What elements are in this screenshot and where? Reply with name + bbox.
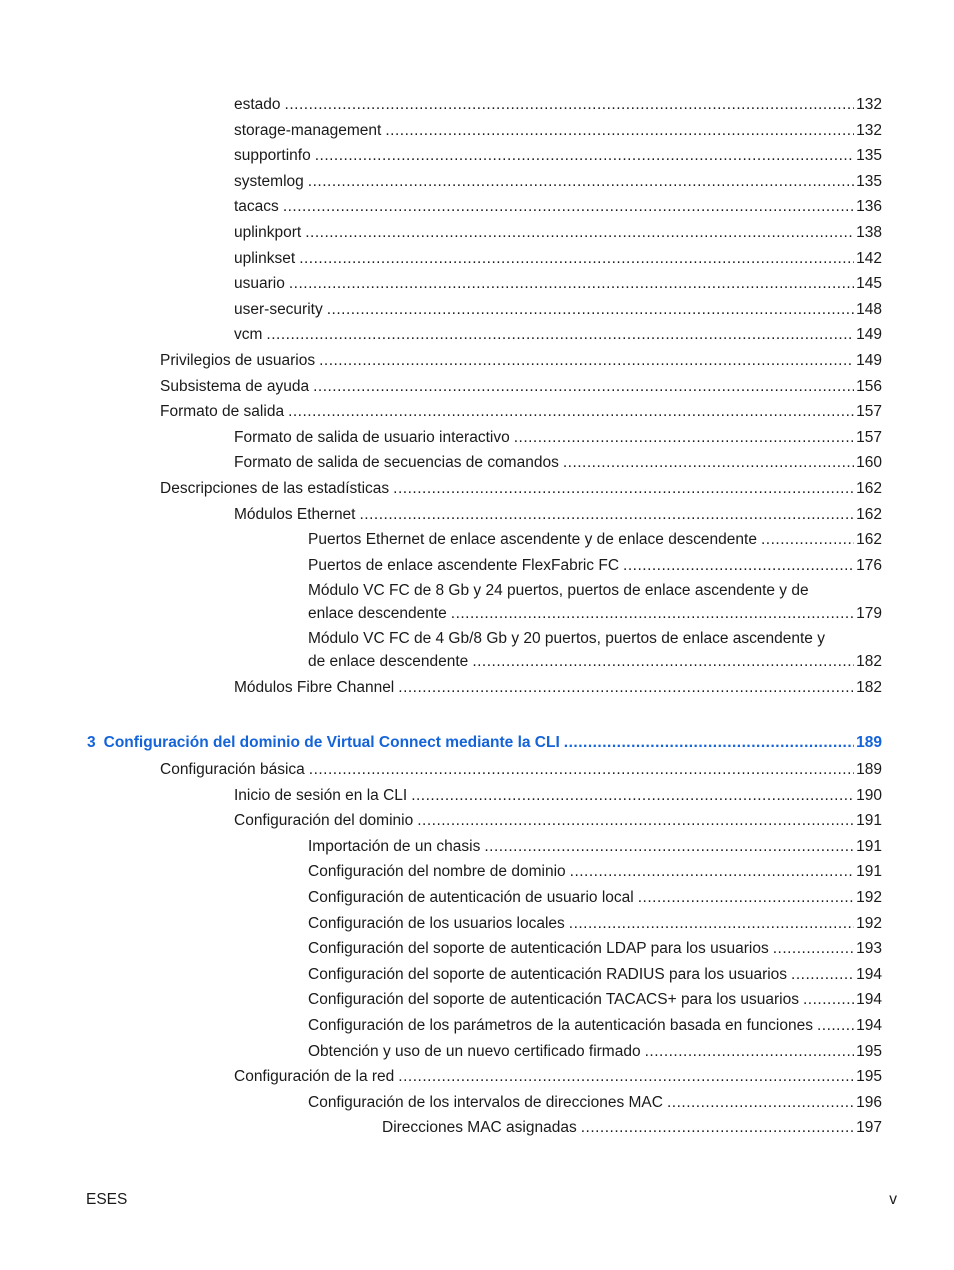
toc-page: 194 (856, 991, 882, 1009)
toc-title: Módulos Fibre Channel (234, 679, 395, 697)
toc-title: Inicio de sesión en la CLI (234, 786, 408, 804)
toc-entry[interactable] (234, 222, 882, 245)
toc-title: Subsistema de ayuda (160, 377, 310, 395)
toc-page: 160 (856, 454, 882, 472)
toc-entry[interactable] (234, 677, 882, 700)
toc-title: Formato de salida (160, 403, 285, 421)
dot-leader (472, 651, 854, 674)
footer-page-number: v (889, 1191, 897, 1208)
toc-title: Descripciones de las estadísticas (160, 480, 390, 497)
toc-page: 182 (856, 679, 882, 697)
toc-title: supportinfo (234, 147, 311, 165)
dot-leader (283, 196, 854, 219)
dot-leader (266, 324, 854, 347)
dot-leader (817, 1015, 854, 1038)
toc-entry[interactable] (160, 401, 882, 424)
toc-entry[interactable] (160, 350, 882, 373)
toc-page: 149 (856, 352, 882, 369)
toc-title: Configuración de la red (234, 1068, 395, 1086)
toc-title: Puertos Ethernet de enlace ascendente y de enlace descendente (308, 531, 757, 549)
toc-page: 191 (856, 812, 882, 830)
toc-page: 157 (856, 403, 882, 421)
toc-page: 197 (856, 1119, 882, 1137)
toc-title: Direcciones MAC asignadas (382, 1119, 577, 1137)
toc-entry[interactable] (234, 1066, 882, 1089)
toc-page: 192 (856, 889, 882, 906)
toc-page: 176 (856, 556, 882, 574)
toc-entry[interactable] (308, 1015, 882, 1038)
toc-entry[interactable] (308, 913, 882, 936)
toc-entry[interactable] (308, 989, 882, 1012)
toc-page: 142 (856, 249, 882, 267)
toc-entry[interactable] (308, 1041, 882, 1064)
toc-page: 189 (856, 734, 882, 751)
toc-title: Formato de salida de usuario interactivo (234, 428, 510, 446)
toc-entry[interactable] (308, 580, 882, 625)
toc-page: 194 (856, 1017, 882, 1034)
toc-title: uplinkport (234, 224, 302, 241)
toc-entry[interactable] (308, 529, 882, 552)
toc-title: Configuración del dominio (234, 812, 414, 830)
toc-page: 135 (856, 172, 882, 190)
toc-entry[interactable] (234, 504, 882, 527)
toc-page: 191 (856, 863, 882, 881)
dot-leader (398, 1066, 854, 1089)
chapter-number: 3 (87, 734, 96, 751)
toc-page: 179 (856, 604, 882, 622)
toc-page: 190 (856, 786, 882, 804)
toc-title: Formato de salida de secuencias de comandos (234, 454, 559, 472)
toc-entry[interactable] (234, 145, 882, 168)
toc-entry[interactable] (234, 273, 882, 296)
toc-entry[interactable] (308, 887, 882, 910)
toc-page: 132 (856, 96, 882, 113)
dot-leader (514, 427, 854, 450)
toc-entry[interactable] (308, 628, 882, 673)
dot-leader (398, 677, 854, 700)
toc-title: Configuración de los parámetros de la autenticación basada en funciones (308, 1017, 813, 1034)
toc-title-line1: Módulo VC FC de 8 Gb y 24 puertos, puertos de enlace ascendente y de (308, 582, 809, 600)
dot-leader (569, 913, 854, 936)
chapter-title: Configuración del dominio de Virtual Connect mediante la CLI (103, 734, 560, 751)
dot-leader (308, 171, 854, 194)
dot-leader (285, 94, 855, 117)
toc-page: 145 (856, 275, 882, 293)
toc-page: 148 (856, 300, 882, 318)
toc-page: 132 (856, 121, 882, 139)
footer-locale-label: ESES (86, 1191, 128, 1208)
toc-title: Importación de un chasis (308, 837, 481, 855)
toc-page: 193 (856, 940, 882, 958)
dot-leader (327, 299, 854, 322)
toc-title: Configuración del nombre de dominio (308, 863, 566, 881)
dot-leader (803, 989, 854, 1012)
toc-title: estado (234, 96, 281, 113)
toc-entry[interactable] (308, 861, 882, 884)
toc-entry[interactable] (308, 964, 882, 987)
toc-entry[interactable] (234, 94, 882, 117)
toc-title: tacacs (234, 198, 279, 216)
toc-page: 162 (856, 531, 882, 549)
toc-entry[interactable] (234, 248, 882, 271)
toc-title: Configuración de los usuarios locales (308, 914, 565, 932)
toc-title: uplinkset (234, 249, 296, 267)
toc-page: 195 (856, 1068, 882, 1086)
toc-page: 156 (856, 377, 882, 395)
toc-page: 136 (856, 198, 882, 216)
toc-title: Configuración de los intervalos de direcciones MAC (308, 1093, 663, 1111)
toc-chapter-entry[interactable] (87, 732, 882, 755)
dot-leader (319, 350, 854, 373)
toc-title: Puertos de enlace ascendente FlexFabric FC (308, 556, 620, 574)
dot-leader (315, 145, 854, 168)
toc-title-line2: enlace descendente (308, 604, 447, 622)
dot-leader (563, 452, 854, 475)
toc-page: 138 (856, 224, 882, 241)
toc-entry[interactable] (234, 427, 882, 450)
dot-leader (411, 785, 854, 808)
dot-leader (393, 478, 854, 501)
toc-entry[interactable] (234, 120, 882, 143)
dot-leader (309, 759, 854, 782)
toc-entry[interactable] (308, 938, 882, 961)
toc-page: 195 (856, 1042, 882, 1060)
toc-page: 182 (856, 652, 882, 670)
dot-leader (313, 376, 854, 399)
dot-leader (645, 1041, 855, 1064)
toc-page: 192 (856, 914, 882, 932)
dot-leader (417, 810, 854, 833)
toc-entry[interactable] (160, 376, 882, 399)
dot-leader (289, 273, 854, 296)
dot-leader (288, 401, 854, 424)
toc-entry[interactable] (234, 785, 882, 808)
dot-leader (564, 732, 854, 755)
dot-leader (623, 555, 854, 578)
toc-entry[interactable] (234, 196, 882, 219)
toc-title: systemlog (234, 172, 304, 190)
toc-title: usuario (234, 275, 285, 293)
toc-title: Obtención y uso de un nuevo certificado firmado (308, 1042, 641, 1060)
toc-title: Configuración de autenticación de usuario local (308, 889, 634, 906)
dot-leader (667, 1092, 854, 1115)
toc-entry[interactable] (382, 1117, 882, 1140)
dot-leader (385, 120, 854, 143)
toc-title-line1: Módulo VC FC de 4 Gb/8 Gb y 20 puertos, puertos de enlace ascendente y (308, 630, 825, 648)
dot-leader (299, 248, 854, 271)
dot-leader (581, 1117, 854, 1140)
toc-entry[interactable] (234, 452, 882, 475)
toc-page: 196 (856, 1093, 882, 1111)
toc-entry[interactable] (234, 810, 882, 833)
toc-page: 162 (856, 480, 882, 497)
toc-entry[interactable] (234, 299, 882, 322)
dot-leader (791, 964, 854, 987)
toc-entry[interactable] (160, 478, 882, 501)
toc-title: Privilegios de usuarios (160, 352, 316, 369)
dot-leader (451, 603, 854, 626)
toc-title-line2: de enlace descendente (308, 652, 469, 670)
toc-entry[interactable] (234, 171, 882, 194)
toc-title: Módulos Ethernet (234, 505, 356, 523)
toc-title: Configuración del soporte de autenticación TACACS+ para los usuarios (308, 991, 799, 1009)
dot-leader (305, 222, 854, 245)
dot-leader (773, 938, 854, 961)
dot-leader (761, 529, 854, 552)
toc-entry[interactable] (308, 555, 882, 578)
toc-page: 135 (856, 147, 882, 165)
toc-page: 157 (856, 428, 882, 446)
toc-title: user-security (234, 300, 323, 318)
toc-entry[interactable] (308, 1092, 882, 1115)
dot-leader (360, 504, 855, 527)
dot-leader (484, 836, 854, 859)
toc-entry[interactable] (234, 324, 882, 347)
toc-title: storage-management (234, 121, 382, 139)
toc-page: 189 (856, 761, 882, 778)
toc-page: 149 (856, 326, 882, 344)
toc-title: Configuración del soporte de autenticación LDAP para los usuarios (308, 940, 769, 958)
toc-title: Configuración del soporte de autenticación RADIUS para los usuarios (308, 965, 788, 983)
toc-page: 191 (856, 837, 882, 855)
dot-leader (638, 887, 854, 910)
toc-entry[interactable] (308, 836, 882, 859)
toc-title: Configuración básica (160, 761, 305, 778)
toc-title: vcm (234, 326, 263, 344)
toc-entry[interactable] (160, 759, 882, 782)
dot-leader (570, 861, 854, 884)
toc-page: 194 (856, 965, 882, 983)
toc-page: 162 (856, 505, 882, 523)
